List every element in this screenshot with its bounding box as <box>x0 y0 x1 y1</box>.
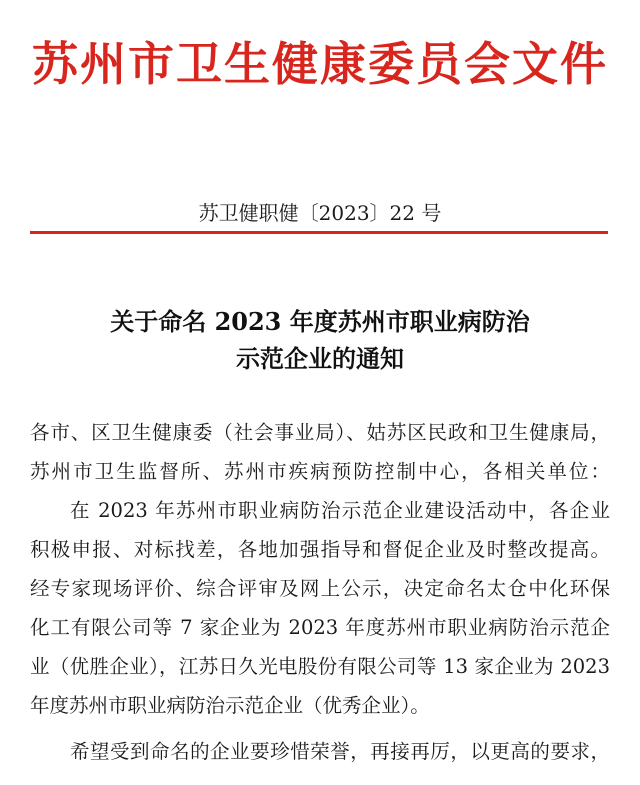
body-line-paragraph-2: 积极申报、对标找差，各地加强指导和督促企业及时整改提高。 <box>30 538 610 561</box>
notice-title-line-2: 示范企业的通知 <box>236 344 404 373</box>
body-line-paragraph-7: 希望受到命名的企业要珍惜荣誉，再接再厉，以更高的要求， <box>70 740 610 763</box>
body-line-paragraph-5: 业（优胜企业），江苏日久光电股份有限公司等 13 家企业为 2023 <box>30 655 610 678</box>
body-line-paragraph-3: 经专家现场评价、综合评审及网上公示，决定命名太仓中化环保 <box>30 577 610 600</box>
body-line-addressee-2: 苏州市卫生监督所、苏州市疾病预防控制中心，各相关单位： <box>30 460 610 483</box>
body-line-paragraph-6: 年度苏州市职业病防治示范企业（优秀企业）。 <box>30 694 430 717</box>
red-divider-line <box>30 231 608 234</box>
document-number: 苏卫健职健〔2023〕22 号 <box>198 201 442 225</box>
document-masthead: 苏州市卫生健康委员会文件 <box>32 37 608 91</box>
body-line-addressee-1: 各市、区卫生健康委（社会事业局）、姑苏区民政和卫生健康局， <box>30 421 610 444</box>
body-line-paragraph-1: 在 2023 年苏州市职业病防治示范企业建设活动中，各企业 <box>70 499 610 522</box>
body-line-paragraph-4: 化工有限公司等 7 家企业为 2023 年度苏州市职业病防治示范企 <box>30 616 610 639</box>
notice-title-line-1: 关于命名 2023 年度苏州市职业病防治 <box>110 307 530 336</box>
